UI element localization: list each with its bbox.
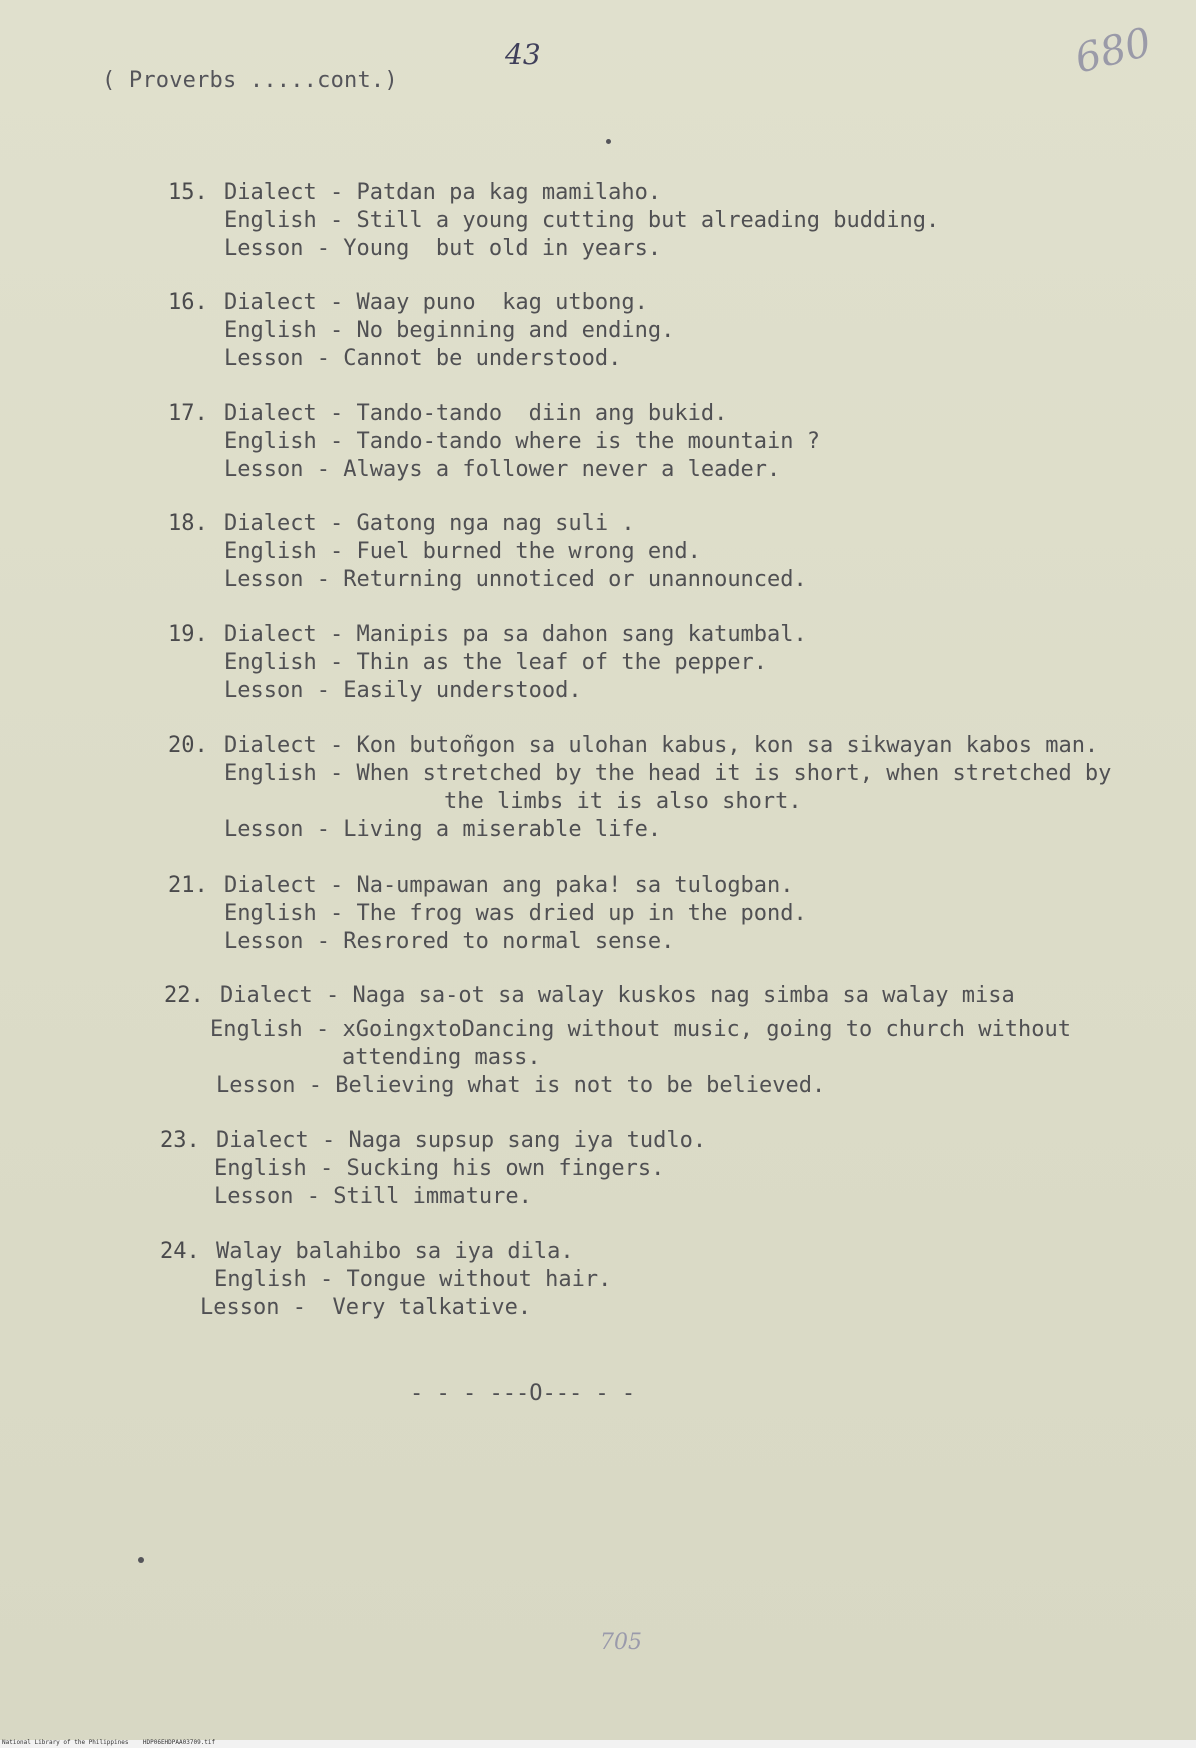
entry-number: 24. — [160, 1239, 200, 1264]
entry-number: 17. — [168, 401, 208, 426]
entry-dialect: Dialect - Kon butoñgon sa ulohan kabus, kon sa sikwayan kabos man. — [224, 733, 1099, 758]
entry-english-continued: attending mass. — [342, 1045, 541, 1070]
entry-english: English - When stretched by the head it is short, when stretched by — [224, 761, 1112, 786]
entry-dialect: Dialect - Tando-tando diin ang bukid. — [224, 401, 728, 426]
ink-dot — [606, 139, 611, 144]
entry-number: 21. — [168, 873, 208, 898]
entry-number: 18. — [168, 511, 208, 536]
entry-dialect: Dialect - Naga sa-ot sa walay kuskos nag simba sa walay misa — [220, 983, 1015, 1008]
entry-english: English - Tongue without hair. — [214, 1267, 612, 1292]
entry-lesson: Lesson - Returning unnoticed or unannounced. — [224, 567, 807, 592]
entry-lesson: Lesson - Still immature. — [214, 1184, 532, 1209]
entry-dialect: Dialect - Na-umpawan ang paka! sa tulogban. — [224, 873, 794, 898]
entry-lesson: Lesson - Believing what is not to be believed. — [216, 1073, 826, 1098]
entry-dialect: Dialect - Waay puno kag utbong. — [224, 290, 648, 315]
entry-lesson: Lesson - Young but old in years. — [224, 236, 662, 261]
entry-dialect: Dialect - Patdan pa kag mamilaho. — [224, 180, 662, 205]
entry-english: English - Sucking his own fingers. — [214, 1156, 665, 1181]
entry-number: 23. — [160, 1128, 200, 1153]
entry-dialect: Dialect - Manipis pa sa dahon sang katumbal. — [224, 622, 807, 647]
entry-english: English - No beginning and ending. — [224, 318, 675, 343]
entry-lesson: Lesson - Living a miserable life. — [224, 817, 662, 842]
entry-lesson: Lesson - Very talkative. — [200, 1295, 532, 1320]
entry-english-continued: the limbs it is also short. — [444, 789, 802, 814]
entry-lesson: Lesson - Cannot be understood. — [224, 346, 622, 371]
archive-number: 680 — [1070, 19, 1156, 83]
continuation-header: ( Proverbs .....cont.) — [102, 68, 398, 93]
entry-english: English - xGoingxtoDancing without music, going to church without — [210, 1017, 1071, 1042]
entry-english: English - Fuel burned the wrong end. — [224, 539, 701, 564]
entry-number: 16. — [168, 290, 208, 315]
entry-english: English - The frog was dried up in the pond. — [224, 901, 807, 926]
page-number: 43 — [505, 38, 541, 71]
entry-dialect: Dialect - Gatong nga nag suli . — [224, 511, 635, 536]
section-separator: - - - ---O--- - - — [410, 1381, 636, 1406]
entry-number: 22. — [164, 983, 204, 1008]
ink-dot — [138, 1557, 144, 1563]
entry-english: English - Tando-tando where is the mountain ? — [224, 429, 821, 454]
bottom-handwritten-number: 705 — [600, 1630, 642, 1655]
entry-lesson: Lesson - Resrored to normal sense. — [224, 929, 675, 954]
entry-lesson: Lesson - Easily understood. — [224, 678, 582, 703]
entry-lesson: Lesson - Always a follower never a leader. — [224, 457, 781, 482]
scan-footer-text: National Library of the Philippines HDP06EHDPAA03709.tif — [2, 1739, 216, 1746]
entry-number: 15. — [168, 180, 208, 205]
entry-english: English - Still a young cutting but alreading budding. — [224, 208, 940, 233]
entry-dialect: Walay balahibo sa iya dila. — [216, 1239, 574, 1264]
entry-number: 20. — [168, 733, 208, 758]
entry-number: 19. — [168, 622, 208, 647]
entry-english: English - Thin as the leaf of the pepper. — [224, 650, 768, 675]
entry-dialect: Dialect - Naga supsup sang iya tudlo. — [216, 1128, 707, 1153]
